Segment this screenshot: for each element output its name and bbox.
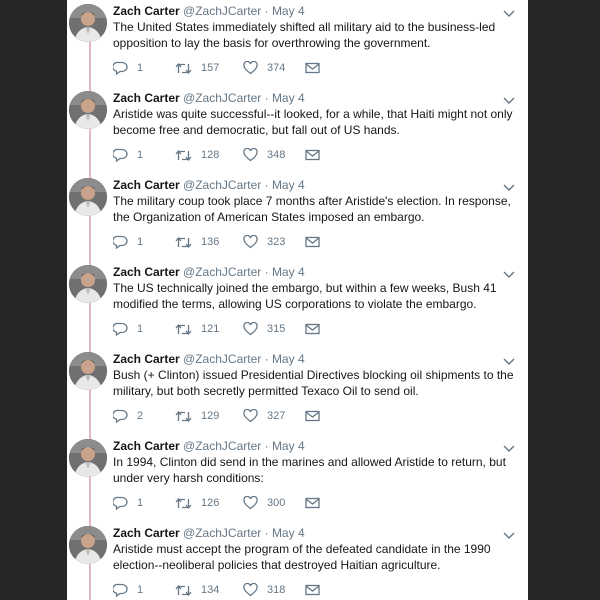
tweet-text: Bush (+ Clinton) issued Presidential Directives blocking oil shipments to the military, but both secretly permitted Texaco Oil to send oil. [113,368,514,398]
like-button[interactable] [243,234,285,250]
retweet-count: 126 [201,497,220,509]
tweet [67,89,528,176]
reply-icon [113,235,128,249]
retweet-icon [175,410,192,423]
retweet-button[interactable] [175,147,219,163]
tweet-date[interactable]: May 4 [271,4,305,18]
author-name[interactable]: Zach Carter [113,4,180,18]
heart-icon [243,235,258,249]
tweet-date[interactable]: May 4 [271,439,305,453]
author-name[interactable]: Zach Carter [113,526,180,540]
reply-icon [113,583,128,597]
reply-icon [113,148,128,162]
tweet [67,524,528,600]
chevron-down-icon[interactable] [502,267,516,277]
envelope-icon [305,236,320,248]
envelope-icon [305,323,320,335]
retweet-button[interactable] [175,321,219,337]
tweet [67,2,528,89]
tweet-date[interactable]: May 4 [271,265,305,279]
reply-count: 1 [137,62,144,74]
tweet-header [113,91,305,105]
avatar[interactable] [69,352,107,390]
chevron-down-icon[interactable] [502,441,516,451]
reply-button[interactable] [113,60,143,76]
tweet-actions [113,321,413,337]
author-name[interactable]: Zach Carter [113,352,180,366]
retweet-count: 129 [201,410,220,422]
like-count: 374 [267,62,286,74]
direct-message-button[interactable] [305,147,320,163]
heart-icon [243,148,258,162]
author-handle[interactable]: @ZachJCarter [183,91,262,105]
tweet-actions [113,582,413,598]
reply-count: 1 [137,149,144,161]
author-handle[interactable]: @ZachJCarter [183,178,262,192]
retweet-icon [175,236,192,249]
tweet-date[interactable]: May 4 [271,352,305,366]
author-name[interactable]: Zach Carter [113,439,180,453]
like-count: 315 [267,323,286,335]
direct-message-button[interactable] [305,582,320,598]
like-button[interactable] [243,147,285,163]
reply-count: 1 [137,497,144,509]
avatar[interactable] [69,439,107,477]
tweet-text: The military coup took place 7 months after Aristide's election. In response, the Organization of American States imposed an embargo. [113,194,511,224]
tweet-date[interactable]: May 4 [271,91,305,105]
chevron-down-icon[interactable] [502,528,516,538]
envelope-icon [305,497,320,509]
retweet-button[interactable] [175,234,219,250]
header-separator: · [264,352,269,366]
like-button[interactable] [243,495,285,511]
retweet-icon [175,584,192,597]
tweet-actions [113,408,413,424]
tweet-text: Aristide must accept the program of the defeated candidate in the 1990 election--neoliberal policies that destroyed Haitian agriculture. [113,542,491,572]
tweet-header [113,4,305,18]
retweet-count: 128 [201,149,220,161]
like-button[interactable] [243,582,285,598]
direct-message-button[interactable] [305,60,320,76]
direct-message-button[interactable] [305,234,320,250]
envelope-icon [305,410,320,422]
reply-button[interactable] [113,147,143,163]
header-separator: · [264,178,269,192]
heart-icon [243,61,258,75]
reply-icon [113,322,128,336]
reply-button[interactable] [113,321,143,337]
tweet [67,263,528,350]
reply-count: 1 [137,323,144,335]
retweet-button[interactable] [175,60,219,76]
like-button[interactable] [243,321,285,337]
tweet-text: Aristide was quite successful--it looked, for a while, that Haiti might not only become free and democratic, but fall out of US hands. [113,107,513,137]
tweet-header [113,526,305,540]
retweet-icon [175,149,192,162]
reply-icon [113,496,128,510]
reply-icon [113,61,128,75]
like-count: 318 [267,584,286,596]
reply-button[interactable] [113,495,143,511]
header-separator: · [264,91,269,105]
retweet-button[interactable] [175,408,219,424]
envelope-icon [305,149,320,161]
tweet [67,350,528,437]
tweet [67,176,528,263]
chevron-down-icon[interactable] [502,6,516,16]
header-separator: · [264,265,269,279]
tweet-date[interactable]: May 4 [271,178,305,192]
heart-icon [243,409,258,423]
direct-message-button[interactable] [305,408,320,424]
reply-button[interactable] [113,408,143,424]
tweet-header [113,352,305,366]
header-separator: · [264,4,269,18]
heart-icon [243,583,258,597]
envelope-icon [305,62,320,74]
reply-count: 1 [137,236,144,248]
like-count: 348 [267,149,286,161]
author-handle[interactable]: @ZachJCarter [183,526,262,540]
author-handle[interactable]: @ZachJCarter [183,439,262,453]
tweet-text: The United States immediately shifted all military aid to the business-led opposition to lay the basis for overthrowing the government. [113,20,496,50]
tweet-header [113,265,305,279]
author-handle[interactable]: @ZachJCarter [183,265,262,279]
tweet-header [113,439,305,453]
tweet-actions [113,147,413,163]
reply-count: 1 [137,584,144,596]
author-name[interactable]: Zach Carter [113,91,180,105]
avatar[interactable] [69,91,107,129]
retweet-count: 121 [201,323,220,335]
reply-count: 2 [137,410,144,422]
tweet [67,437,528,524]
chevron-down-icon[interactable] [502,93,516,103]
tweet-header [113,178,305,192]
chevron-down-icon[interactable] [502,354,516,364]
author-name[interactable]: Zach Carter [113,178,180,192]
avatar[interactable] [69,178,107,216]
tweet-thread [67,0,528,600]
envelope-icon [305,584,320,596]
tweet-actions [113,234,413,250]
tweet-actions [113,60,413,76]
avatar[interactable] [69,265,107,303]
tweet-actions [113,495,413,511]
author-name[interactable]: Zach Carter [113,265,180,279]
heart-icon [243,496,258,510]
header-separator: · [264,439,269,453]
reply-button[interactable] [113,234,143,250]
author-handle[interactable]: @ZachJCarter [183,352,262,366]
tweet-text: In 1994, Clinton did send in the marines and allowed Aristide to return, but under very harsh conditions: [113,455,506,485]
author-handle[interactable]: @ZachJCarter [183,4,262,18]
like-button[interactable] [243,408,285,424]
like-count: 323 [267,236,286,248]
heart-icon [243,322,258,336]
retweet-icon [175,62,192,75]
like-button[interactable] [243,60,285,76]
retweet-icon [175,323,192,336]
like-count: 300 [267,497,286,509]
like-count: 327 [267,410,286,422]
retweet-button[interactable] [175,582,219,598]
tweet-date[interactable]: May 4 [271,526,305,540]
direct-message-button[interactable] [305,321,320,337]
avatar[interactable] [69,4,107,42]
direct-message-button[interactable] [305,495,320,511]
retweet-icon [175,497,192,510]
tweet-text: The US technically joined the embargo, but within a few weeks, Bush 41 modified the terms, allowing US corporations to violate the embargo. [113,281,497,311]
chevron-down-icon[interactable] [502,180,516,190]
header-separator: · [264,526,269,540]
retweet-button[interactable] [175,495,219,511]
retweet-count: 134 [201,584,220,596]
avatar[interactable] [69,526,107,564]
reply-button[interactable] [113,582,143,598]
retweet-count: 157 [201,62,220,74]
reply-icon [113,409,128,423]
retweet-count: 136 [201,236,220,248]
